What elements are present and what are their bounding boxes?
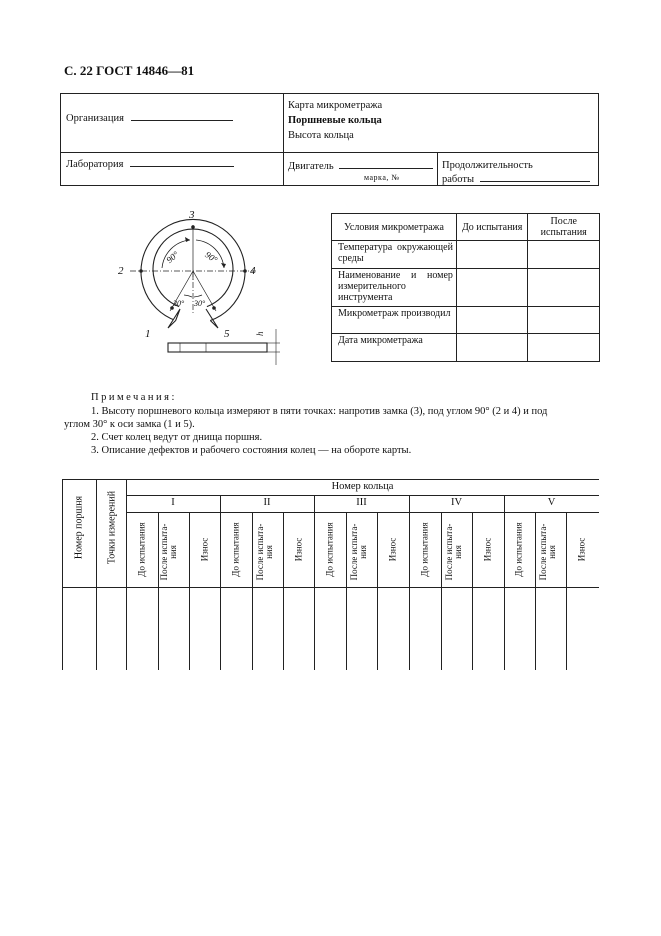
page-header: С. 22 ГОСТ 14846—81 [64, 63, 195, 78]
angle-label-30-left: 30° [173, 299, 185, 308]
subcol-after: После испыта-ния [444, 523, 463, 581]
laboratory-field [66, 157, 234, 170]
subcol-wear: Износ [482, 537, 493, 562]
organization-label: Организация [66, 113, 124, 124]
col-piston-number: Номер поршня [73, 495, 85, 560]
cond-cell[interactable] [528, 241, 600, 269]
point-label-2: 2 [118, 265, 124, 277]
card-header-form [60, 93, 599, 186]
point-label-5: 5 [224, 328, 230, 340]
ring-I: I [171, 497, 175, 508]
engine-sublabel: марка, № [364, 173, 400, 182]
note-2: 2. Счет колец ведут от днища поршня. [91, 432, 263, 443]
subcol-before: До испытания [136, 522, 147, 577]
notes-title: Примечания: [91, 392, 177, 403]
card-measure: Высота кольца [288, 130, 354, 141]
duration-label-2: работы [442, 174, 475, 185]
subcol-wear: Износ [199, 537, 210, 562]
cond-header-before: До испытания [456, 214, 528, 241]
subcol-wear: Износ [387, 537, 398, 562]
cond-header-after: После испытания [528, 214, 600, 241]
height-label: h [255, 331, 265, 336]
ring-diagram [110, 205, 280, 365]
subcol-before: До испытания [513, 522, 524, 577]
ring-IV: IV [450, 497, 463, 508]
cond-cell[interactable] [456, 269, 528, 307]
subcol-after: После испыта-ния [349, 523, 368, 581]
subcol-wear: Износ [293, 537, 304, 562]
ring-III: III [356, 497, 367, 508]
cond-row-date: Дата микрометража [332, 334, 457, 362]
subcol-after: После испыта-ния [538, 523, 557, 581]
cond-cell[interactable] [528, 307, 600, 334]
col-measure-points: Точки измерений [106, 490, 118, 565]
card-title: Карта микрометража [288, 100, 383, 111]
engine-field [288, 159, 433, 172]
cond-row-temperature: Температура окружающей среды [332, 241, 457, 269]
ring-number-title: Номер кольца [331, 481, 394, 492]
cond-row-operator: Микрометраж производил [332, 307, 457, 334]
ring-measurement-table [62, 479, 599, 670]
cond-cell[interactable] [528, 334, 600, 362]
point-label-3: 3 [189, 209, 195, 221]
duration-field [442, 172, 590, 185]
cond-row-instrument: Наименование и номер измерительного инструмента [332, 269, 457, 307]
angle-label-left: 90° [164, 249, 181, 266]
note-3: 3. Описание дефектов и рабочего состояния колец — на обороте карты. [91, 445, 412, 456]
cond-cell[interactable] [456, 307, 528, 334]
cond-cell[interactable] [456, 241, 528, 269]
laboratory-label: Лаборатория [66, 159, 124, 170]
ring-II: II [263, 497, 271, 508]
subcol-wear: Износ [576, 537, 587, 562]
subcol-after: После испыта-ния [159, 523, 178, 581]
note-1: 1. Высоту поршневого кольца измеряют в пяти точках: напротив замка (3), под углом 90° (2 и 4) и под [91, 406, 548, 417]
point-label-4: 4 [250, 265, 256, 277]
point-label-1: 1 [145, 328, 151, 340]
subcol-before: До испытания [230, 522, 241, 577]
ring-V: V [547, 497, 556, 508]
subcol-before: До испытания [419, 522, 430, 577]
cond-cell[interactable] [456, 334, 528, 362]
card-subject: Поршневые кольца [288, 115, 382, 126]
cond-cell[interactable] [528, 269, 600, 307]
duration-label-1: Продолжительность [442, 160, 533, 171]
cond-header-conditions: Условия микрометража [332, 214, 457, 241]
angle-label-right: 90° [203, 249, 220, 265]
angle-label-30-right: 30° [194, 299, 206, 308]
note-1-cont: углом 30° к оси замка (1 и 5). [64, 419, 195, 430]
subcol-after: После испыта-ния [255, 523, 274, 581]
subcol-before: До испытания [324, 522, 335, 577]
conditions-table [331, 213, 600, 362]
organization-field [66, 111, 233, 124]
engine-label: Двигатель [288, 161, 334, 172]
